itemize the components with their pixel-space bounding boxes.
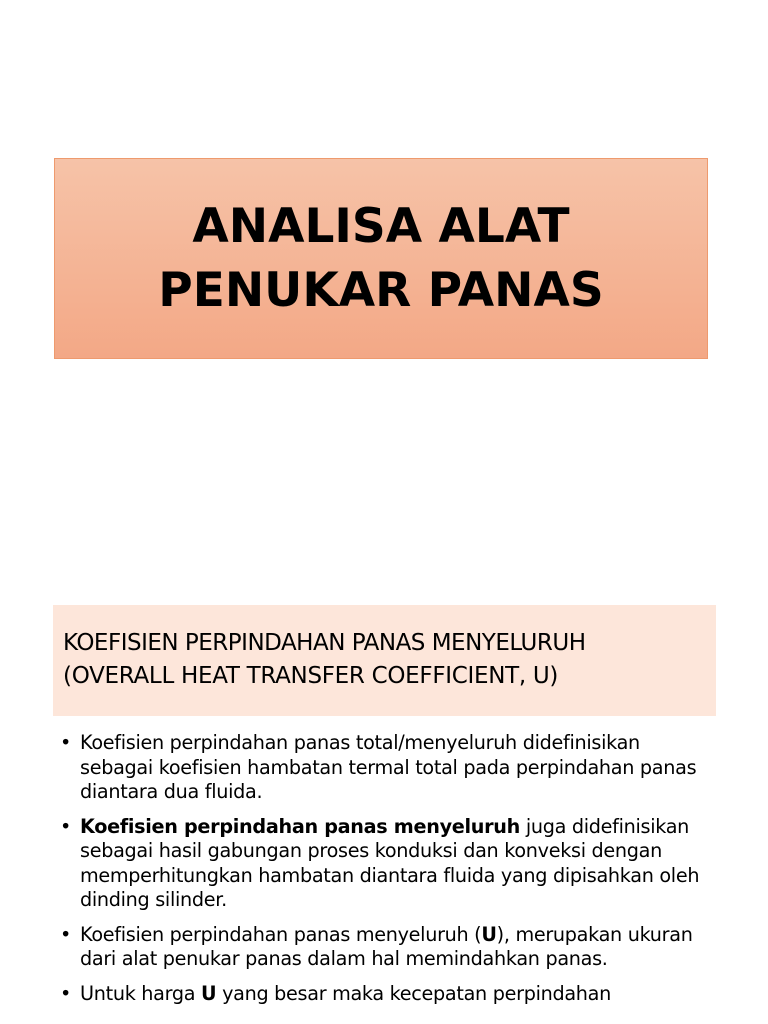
bullet-3-bold: U bbox=[481, 922, 497, 946]
section-subtitle-paren: ( bbox=[63, 663, 72, 689]
bullet-3-pre: Koefisien perpindahan panas menyeluruh ( bbox=[80, 922, 482, 946]
bullet-4-post: yang besar maka kecepatan perpindahan bbox=[216, 981, 611, 1005]
section-header bbox=[53, 605, 716, 716]
title-line-1: ANALISA ALAT bbox=[192, 198, 570, 254]
bullet-list bbox=[58, 731, 718, 1016]
bullet-4-pre: Untuk harga bbox=[80, 981, 202, 1005]
title-box bbox=[54, 158, 708, 359]
bullet-item-1 bbox=[58, 731, 718, 805]
bullet-item-3 bbox=[58, 923, 718, 972]
section-subtitle bbox=[63, 659, 716, 693]
bullet-2-text: juga didefinisikan sebagai hasil gabungan proses konduksi dan konveksi dengan memperhitungkan hambatan diantara fluida yang dipisahkan oleh dinding silinder. bbox=[80, 814, 700, 911]
bullet-item-2 bbox=[58, 815, 718, 913]
bullet-2-bold: Koefisien perpindahan panas menyeluruh bbox=[80, 814, 521, 838]
bullet-4-bold: U bbox=[201, 981, 217, 1005]
bullet-1-text: Koefisien perpindahan panas total/menyeluruh didefinisikan sebagai koefisien hambatan termal total pada perpindahan panas diantara dua fluida. bbox=[80, 731, 697, 803]
title-line-2: PENUKAR PANAS bbox=[158, 262, 604, 318]
bullet-item-4 bbox=[58, 982, 718, 1007]
section-title: KOEFISIEN PERPINDAHAN PANAS MENYELURUH bbox=[63, 630, 586, 656]
bullet-3-post: ), merupakan ukuran dari alat penukar panas dalam hal memindahkan panas. bbox=[80, 922, 693, 970]
section-subtitle-text: OVERALL HEAT TRANSFER COEFFICIENT, U) bbox=[71, 663, 559, 689]
